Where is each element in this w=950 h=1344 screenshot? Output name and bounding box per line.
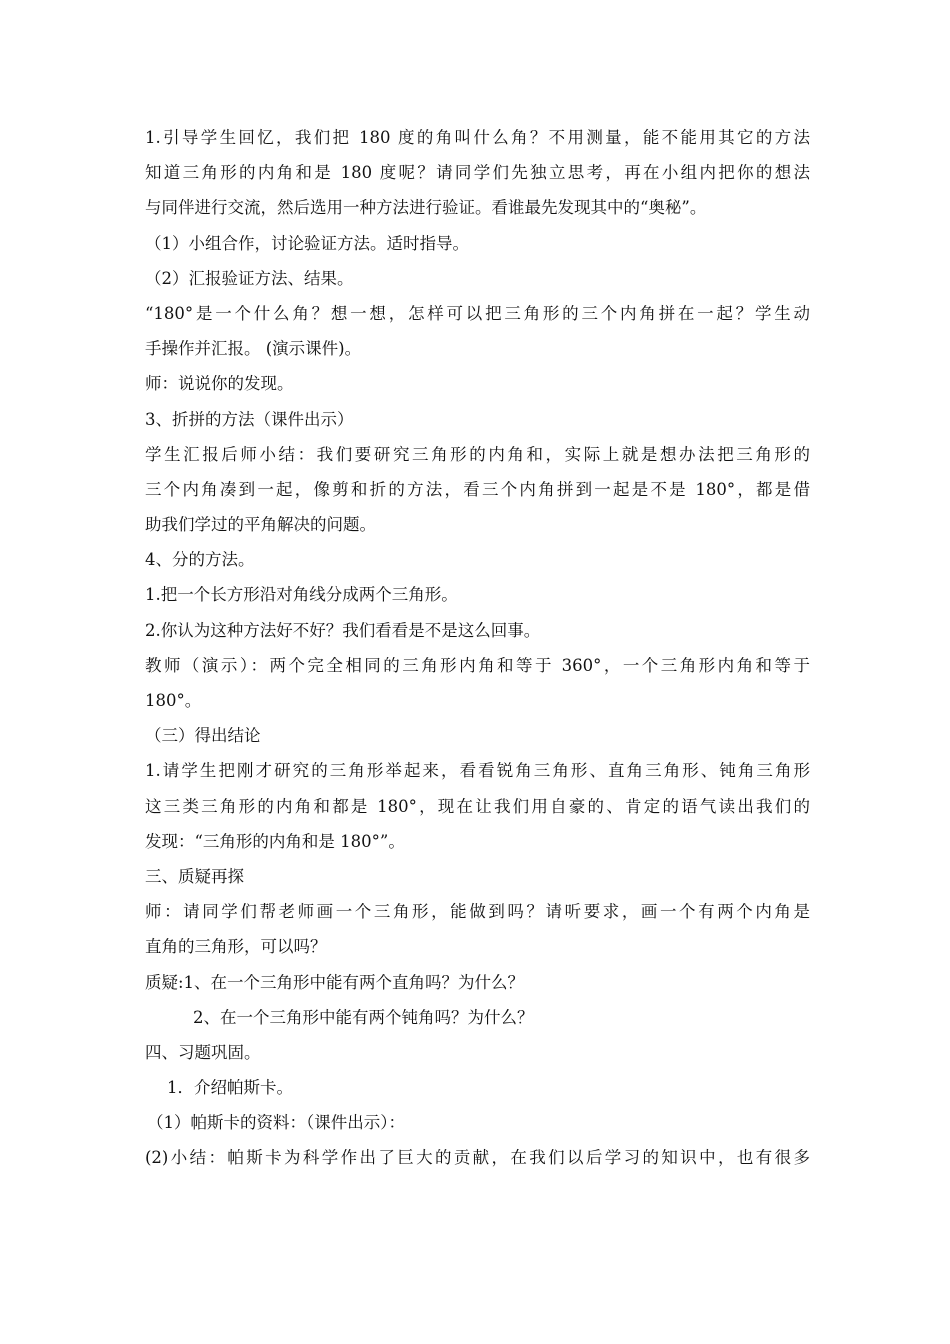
section-heading: 三、质疑再探	[145, 866, 244, 886]
paragraph-line: 1.请学生把刚才研究的三角形举起来，看看锐角三角形、直角三角形、钝角三角形	[145, 761, 810, 781]
paragraph-line: 发现：“三角形的内角和是 180°”。	[145, 831, 405, 851]
paragraph-line: 学生汇报后师小结：我们要研究三角形的内角和，实际上就是想办法把三角形的	[145, 444, 810, 464]
section-heading: 4、分的方法。	[145, 550, 255, 570]
paragraph-line: 180°。	[145, 691, 202, 710]
section-heading: （三）得出结论	[145, 726, 261, 746]
paragraph-line: 手操作并汇报。 (演示课件)。	[145, 339, 362, 359]
paragraph-line: 2、在一个三角形中能有两个钝角吗？为什么？	[193, 1007, 534, 1027]
paragraph-line: 助我们学过的平角解决的问题。	[145, 515, 376, 535]
section-heading: 四、习题巩固。	[145, 1042, 261, 1062]
section-heading: 3、折拼的方法（课件出示）	[145, 409, 354, 429]
paragraph-line: 教师（演示）：两个完全相同的三角形内角和等于 360°，一个三角形内角和等于	[145, 655, 810, 675]
document-body	[145, 120, 810, 1176]
paragraph-line: 三个内角凑到一起，像剪和折的方法，看三个内角拼到一起是不是 180°，都是借	[145, 479, 810, 499]
paragraph-line: 与同伴进行交流，然后选用一种方法进行验证。看谁最先发现其中的“奥秘”。	[145, 198, 707, 218]
paragraph-line: “180°是一个什么角？想一想，怎样可以把三角形的三个内角拼在一起？学生动	[145, 303, 810, 323]
paragraph-line: 师：说说你的发现。	[145, 374, 294, 394]
paragraph-line: 师：请同学们帮老师画一个三角形，能做到吗？请听要求，画一个有两个内角是	[145, 902, 810, 922]
paragraph-line: （1）小组合作，讨论验证方法。适时指导。	[145, 233, 469, 253]
paragraph-line: 知道三角形的内角和是 180 度呢？请同学们先独立思考，再在小组内把你的想法	[145, 163, 810, 183]
paragraph-line: 质疑:1、在一个三角形中能有两个直角吗？为什么？	[145, 972, 525, 992]
paragraph-line: 1．介绍帕斯卡。	[167, 1078, 293, 1098]
paragraph-line: (2)小结：帕斯卡为科学作出了巨大的贡献，在我们以后学习的知识中，也有很多	[145, 1148, 810, 1168]
paragraph-line: 1.引导学生回忆，我们把 180 度的角叫什么角？不用测量，能不能用其它的方法	[145, 128, 810, 147]
paragraph-line: 这三类三角形的内角和都是 180°，现在让我们用自豪的、肯定的语气读出我们的	[145, 796, 810, 816]
paragraph-line: 2.你认为这种方法好不好？我们看看是不是这么回事。	[145, 620, 541, 640]
paragraph-line: （2）汇报验证方法、结果。	[145, 268, 354, 288]
paragraph-line: （1）帕斯卡的资料：（课件出示）：	[147, 1113, 405, 1133]
paragraph-line: 直角的三角形，可以吗？	[145, 937, 327, 957]
paragraph-line: 1.把一个长方形沿对角线分成两个三角形。	[145, 585, 458, 605]
